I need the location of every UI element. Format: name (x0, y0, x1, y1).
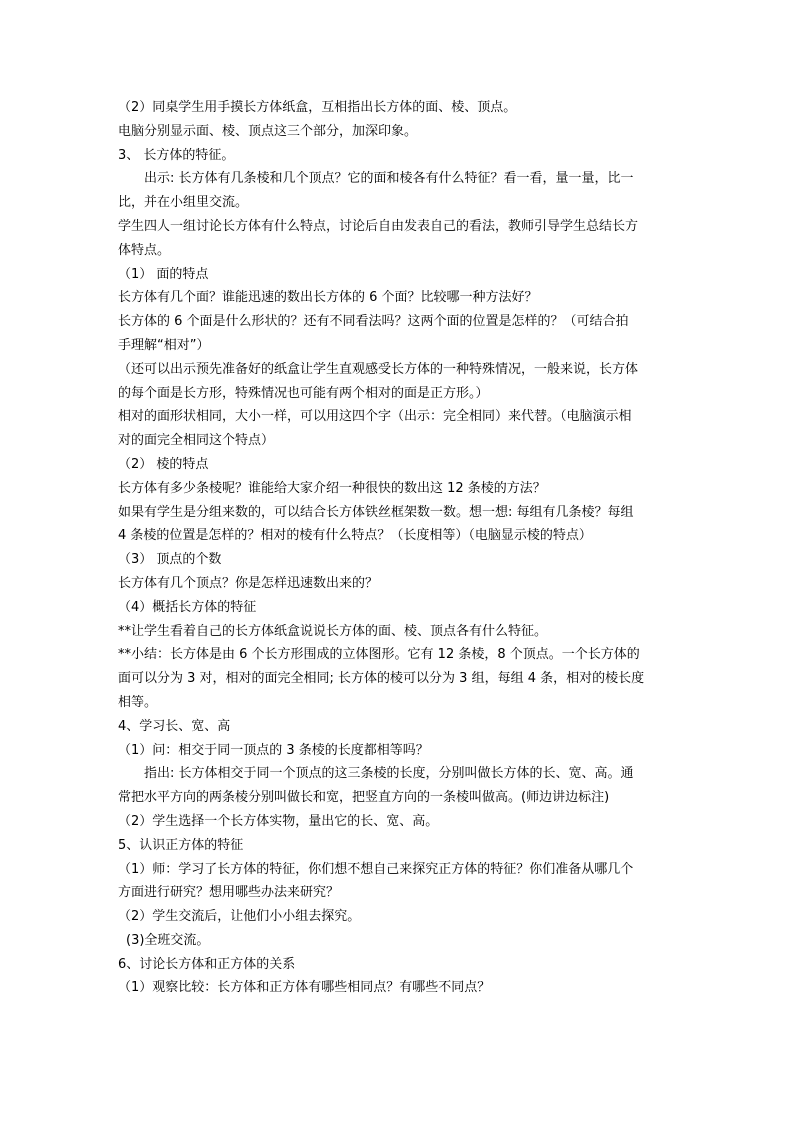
text-line: 的每个面是长方形，特殊情况也可能有两个相对的面是正方形。） (118, 385, 489, 401)
text-line: 相等。 (118, 694, 158, 710)
text-line: 如果有学生是分组来数的，可以结合长方体铁丝框架数一数。想一想: 每组有几条棱？每组 (118, 504, 634, 520)
subsection-heading: （1） 面的特点 (118, 266, 209, 282)
text-line: 常把水平方向的两条棱分别叫做长和宽，把竖直方向的一条棱叫做高。(师边讲边标注) (118, 790, 610, 806)
text-line: （1）观察比较：长方体和正方体有哪些相同点？有哪些不同点？ (118, 980, 491, 996)
text-line: 学生四人一组讨论长方体有什么特点，讨论后自由发表自己的看法，教师引导学生总结长方 (118, 218, 639, 234)
text-line: 体特点。 (118, 242, 171, 258)
text-line: 面可以分为 3 对，相对的面完全相同; 长方体的棱可以分为 3 组，每组 4 条，相对的棱长度 (118, 671, 645, 687)
text-line: 长方体有几个面？谁能迅速的数出长方体的 6 个面？比较哪一种方法好？ (118, 290, 538, 306)
text-line: 方面进行研究？想用哪些办法来研究？ (118, 885, 340, 901)
text-line: （2）学生交流后，让他们小小组去探究。 (118, 909, 361, 925)
text-line: （1）师：学习了长方体的特征，你们想不想自己来探究正方体的特征？你们准备从哪几个 (118, 861, 634, 877)
section-heading: 5、认识正方体的特征 (118, 837, 244, 853)
text-line: 对的面完全相同这个特点） (118, 433, 275, 449)
text-line: （2）同桌学生用手摸长方体纸盒，互相指出长方体的面、棱、顶点。 (118, 100, 517, 115)
text-line: 相对的面形状相同，大小一样，可以用这四个字（出示：完全相同）来代替。（电脑演示相 (118, 409, 632, 425)
section-heading: 3、 长方体的特征。 (118, 147, 235, 163)
text-line: 电脑分别显示面、棱、顶点这三个部分，加深印象。 (118, 123, 418, 139)
subsection-heading: （4）概括长方体的特征 (118, 599, 257, 615)
text-line: (3)全班交流。 (126, 932, 210, 948)
text-line: 比，并在小组里交流。 (118, 195, 249, 211)
subsection-heading: （3） 顶点的个数 (118, 552, 222, 568)
text-line: 长方体有几个顶点？你是怎样迅速数出来的？ (118, 575, 379, 591)
section-heading: 4、学习长、宽、高 (118, 718, 231, 734)
text-line: （2）学生选择一个长方体实物，量出它的长、宽、高。 (118, 813, 439, 829)
text-line: 手理解“相对”） (118, 337, 210, 353)
text-line: 4 条棱的位置是怎样的？相对的棱有什么特点？（长度相等）（电脑显示棱的特点） (118, 528, 592, 544)
text-line: 指出: 长方体相交于同一个顶点的这三条棱的长度，分别叫做长方体的长、宽、高。通 (144, 766, 634, 782)
section-heading: 6、讨论长方体和正方体的关系 (118, 956, 296, 972)
document-body (118, 96, 678, 1000)
text-line: **小结：长方体是由 6 个长方形围成的立体图形。它有 12 条棱，8 个顶点。一个长方体的 (118, 647, 640, 663)
text-line: 出示: 长方体有几条棱和几个顶点？它的面和棱各有什么特征？看一看，量一量，比一 (144, 171, 634, 187)
text-line: 长方体的 6 个面是什么形状的？还有不同看法吗？这两个面的位置是怎样的？（可结合拍 (118, 314, 629, 330)
text-line: 长方体有多少条棱呢？谁能给大家介绍一种很快的数出这 12 条棱的方法？ (118, 480, 546, 496)
text-line: **让学生看着自己的长方体纸盒说说长方体的面、棱、顶点各有什么特征。 (118, 623, 548, 639)
subsection-heading: （2） 棱的特点 (118, 456, 209, 472)
text-line: （1）问：相交于同一顶点的 3 条棱的长度都相等吗？ (118, 742, 429, 758)
text-line: （还可以出示预先准备好的纸盒让学生直观感受长方体的一种特殊情况，一般来说，长方体 (118, 361, 639, 377)
